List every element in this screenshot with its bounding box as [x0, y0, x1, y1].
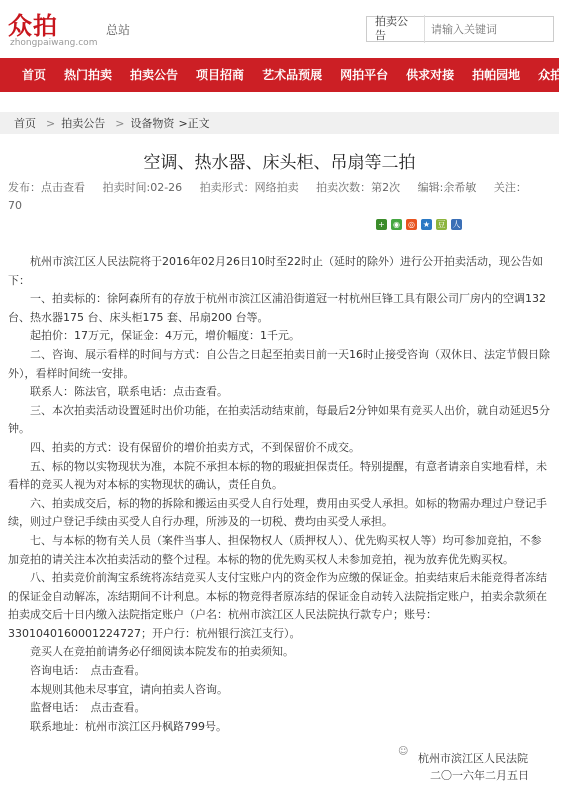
body-paragraph: 一、拍卖标的：徐阿森所有的存放于杭州市滨江区浦沿街道冠一村杭州巨锋工具有限公司厂房内的空调132 台、热水器175 台、床头柜175 套、吊扇200 台等。 — [8, 292, 546, 324]
search-box — [366, 16, 554, 42]
nav-item-hot-auctions[interactable]: 热门拍卖 — [64, 68, 113, 82]
body-paragraph: 监督电话： 点击查看。 — [30, 701, 146, 715]
nav-item-garden[interactable]: 拍帕园地 — [472, 68, 521, 82]
meta-editor: 编辑:余希敏 — [417, 181, 477, 194]
body-paragraph: 联系地址：杭州市滨江区丹枫路799号。 — [30, 719, 227, 733]
nav-item-projects[interactable]: 项目招商 — [196, 68, 245, 82]
nav-item-art-preview[interactable]: 艺术品预展 — [262, 68, 323, 82]
nav-item-supply-demand[interactable]: 供求对接 — [406, 68, 455, 82]
logo-text: 众拍 — [8, 11, 58, 40]
share-renren-icon[interactable]: 人 — [452, 220, 461, 229]
body-paragraph: 本规则其他未尽事宜，请向拍卖人咨询。 — [30, 682, 228, 696]
share-wechat-icon[interactable]: ◉ — [391, 219, 402, 230]
meta-times: 拍卖次数：第2次 — [316, 181, 401, 194]
body-paragraph: 起拍价：17万元，保证金：4万元，增价幅度：1千元。 — [30, 329, 300, 343]
breadcrumb-current-label: 正文 — [187, 117, 210, 130]
logo-url: zhongpaiwang.com — [10, 38, 98, 48]
body-paragraph: 四、拍卖的方式：设有保留价的增价拍卖方式，不到保留价不成交。 — [30, 440, 360, 454]
page-title: 空调、热水器、床头柜、吊扇等二拍 — [143, 153, 416, 173]
body-paragraph: 七、与本标的物有关人员（案件当事人、担保物权人（质押权人）、优先购买权人等）均可参加竞拍，不参加竞拍的请关注本次拍卖活动的整个过程。本标的物的优先购买权人未参加竞拍，视为放弃优先购买权。 — [8, 533, 542, 566]
article-body — [8, 253, 551, 736]
share-douban-icon[interactable]: 豆 — [437, 220, 446, 229]
body-paragraph: 二、咨询、展示看样的时间与方式：自公告之日起至拍卖日前一天16时止接受咨询（双休日、法定节假日除外），看样时间统一安排。 — [8, 347, 550, 380]
body-paragraph: 竞买人在竞拍前请务必仔细阅读本院发布的拍卖须知。 — [30, 645, 294, 659]
body-paragraph: 三、本次拍卖活动设置延时出价功能，在拍卖活动结束前，每最后2分钟如果有竞买人出价，就自动延迟5分钟。 — [8, 403, 550, 436]
meta-form: 拍卖形式：网络拍卖 — [199, 181, 299, 194]
nav-item-notices[interactable]: 拍卖公告 — [130, 68, 179, 82]
site-header — [0, 0, 559, 58]
search-input[interactable] — [429, 22, 553, 37]
signature-court: 杭州市滨江区人民法院 — [418, 752, 528, 765]
logo-subtitle: 总站 — [106, 23, 131, 37]
breadcrumb — [0, 112, 559, 134]
wechat-watermark-icon: ☺ — [398, 746, 409, 757]
meta-attention: 关注：70 — [8, 181, 527, 212]
nav-item-zhongpai[interactable]: 众拍 — [538, 68, 563, 82]
nav-item-online-platform[interactable]: 网拍平台 — [340, 68, 389, 82]
share-qzone-icon[interactable]: ★ — [422, 220, 431, 229]
article-meta — [8, 179, 553, 215]
signature-date: 二〇一六年二月五日 — [430, 769, 529, 782]
search-category[interactable]: 拍卖公告 — [367, 15, 425, 43]
share-bar — [376, 219, 462, 230]
body-paragraph: 咨询电话： 点击查看。 — [30, 664, 146, 678]
nav-item-home[interactable]: 首页 — [22, 68, 47, 82]
body-paragraph: 五、标的物以实物现状为准，本院不承担本标的物的瑕疵担保责任。特别提醒，有意者请亲自实地看样，未看样的竞买人视为对本标的实物现状的确认，责任自负。 — [8, 459, 547, 492]
share-weibo-icon[interactable]: ◎ — [406, 219, 417, 230]
breadcrumb-current: >正文 — [178, 117, 210, 130]
site-logo[interactable] — [8, 6, 58, 41]
body-paragraph: 六、拍卖成交后，标的物的拆除和搬运由买受人自行处理，费用由买受人承担。如标的物需办理过户登记手续，则过户登记手续由买受人自行办理，所涉及的一切税、费均由买受人承担。 — [8, 496, 547, 529]
body-paragraph: 联系人：陈法官，联系电话：点击查看。 — [30, 385, 228, 399]
breadcrumb-separator: > — [46, 116, 56, 130]
share-plus-icon[interactable]: + — [376, 219, 387, 230]
body-paragraph: 杭州市滨江区人民法院将于2016年02月26日10时至22时止（延时的除外）进行公开拍卖活动，现公告如下： — [8, 255, 543, 287]
body-paragraph: 八、拍卖竞价前淘宝系统将冻结竞买人支付宝账户内的资金作为应缴的保证金。拍卖结束后未能竞得者冻结的保证金自动解冻，冻结期间不计利息。本标的物竞得者原冻结的保证金自动转入法院指定账户，拍卖余款须在拍卖成交后十日内缴入法院指定账户（户名：杭州市滨江区人民法院执行款专户；账号：3301040160001224727；开户行：杭州银行滨江支行）。 — [8, 571, 547, 640]
breadcrumb-equipment[interactable]: 设备物资 — [130, 117, 175, 130]
meta-source[interactable]: 发布：点击查看 — [8, 181, 85, 194]
breadcrumb-separator: > — [115, 116, 125, 130]
breadcrumb-notices[interactable]: 拍卖公告 — [61, 117, 106, 130]
main-nav — [0, 58, 563, 92]
breadcrumb-home[interactable]: 首页 — [14, 117, 36, 130]
meta-time: 拍卖时间:02-26 — [102, 181, 183, 194]
